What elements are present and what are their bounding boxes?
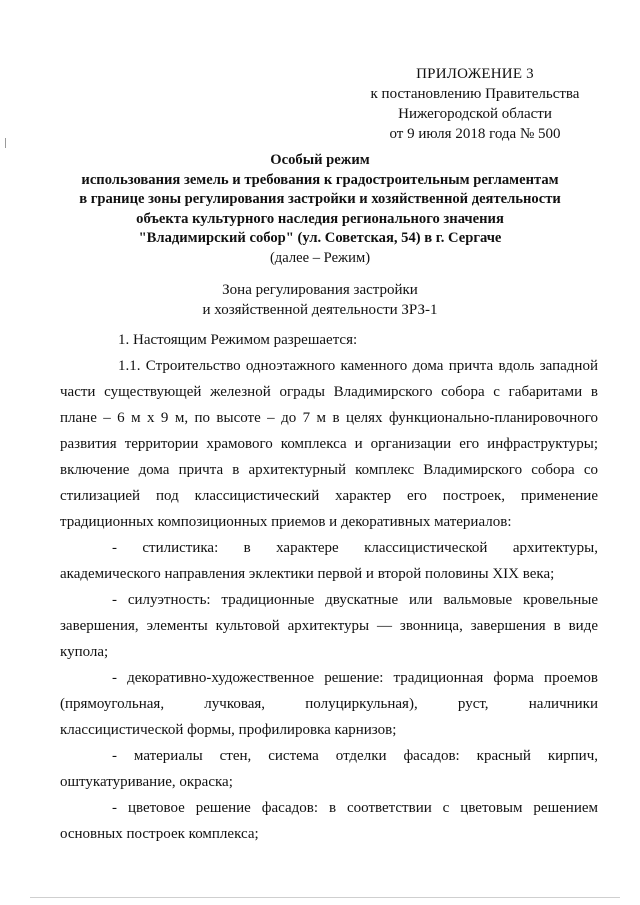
list-item-line: купола;	[60, 644, 109, 660]
paragraph-line: развития территории храмового комплекса и организации его инфраструктуры;	[60, 436, 598, 452]
zone-heading	[110, 280, 530, 320]
paragraph-line: традиционных композиционных приемов и декоративных материалов:	[60, 514, 512, 530]
paragraph-line: 1.1. Строительство одноэтажного каменного дома причта вдоль западной	[118, 358, 598, 374]
zone-line: и хозяйственной деятельности ЗРЗ-1	[202, 302, 438, 318]
appendix-line: от 9 июля 2018 года № 500	[389, 126, 561, 142]
scan-margin-mark	[5, 138, 6, 148]
document-heading	[60, 151, 580, 269]
heading-line: Особый режим	[270, 152, 370, 168]
heading-line: использования земель и требования к градостроительным регламентам	[81, 171, 559, 188]
appendix-title: ПРИЛОЖЕНИЕ 3	[416, 66, 534, 82]
scan-edge-line	[30, 897, 620, 898]
list-item-line: - силуэтность: традиционные двускатные или вальмовые кровельные	[112, 592, 598, 608]
list-item-line: завершения, элементы культовой архитектуры — звонница, завершения в виде	[60, 618, 598, 634]
heading-line: "Владимирский собор" (ул. Советская, 54) в г. Сергаче	[138, 230, 502, 247]
heading-note: (далее – Режим)	[269, 249, 371, 266]
appendix-block	[352, 64, 598, 144]
heading-line: в границе зоны регулирования застройки и хозяйственной деятельности	[79, 191, 561, 208]
list-item-line: академического направления эклектики первой и второй половины XIX века;	[60, 566, 555, 582]
zone-line: Зона регулирования застройки	[222, 282, 418, 298]
paragraph-line: включение дома причта в архитектурный комплекс Владимирского собора со	[60, 462, 598, 478]
appendix-line: Нижегородской области	[398, 106, 552, 122]
list-item-line: основных построек комплекса;	[60, 826, 259, 842]
paragraph-line: части существующей железной ограды Владимирского собора с габаритами в	[60, 384, 598, 400]
list-item-line: - стилистика: в характере классицистической архитектуры,	[112, 540, 598, 556]
appendix-line: к постановлению Правительства	[370, 86, 580, 102]
heading-line: объекта культурного наследия регионального значения	[136, 210, 504, 227]
list-item-line: - декоративно-художественное решение: традиционная форма проемов	[112, 670, 598, 686]
list-item-line: оштукатуривание, окраска;	[60, 774, 233, 790]
list-item-line: - цветовое решение фасадов: в соответствии с цветовым решением	[112, 800, 598, 816]
list-item-line: (прямоугольная, лучковая, полуциркульная), руст, наличники	[60, 696, 598, 712]
paragraph-line: стилизацией под классицистический характер его построек, применение	[60, 488, 598, 504]
list-item-line: классицистической формы, профилировка карнизов;	[60, 722, 397, 738]
paragraph-line: плане – 6 м х 9 м, по высоте – до 7 м в целях функционально-планировочного	[60, 410, 598, 426]
list-item-line: - материалы стен, система отделки фасадов: красный кирпич,	[112, 748, 598, 764]
paragraph-line: 1. Настоящим Режимом разрешается:	[118, 332, 358, 348]
